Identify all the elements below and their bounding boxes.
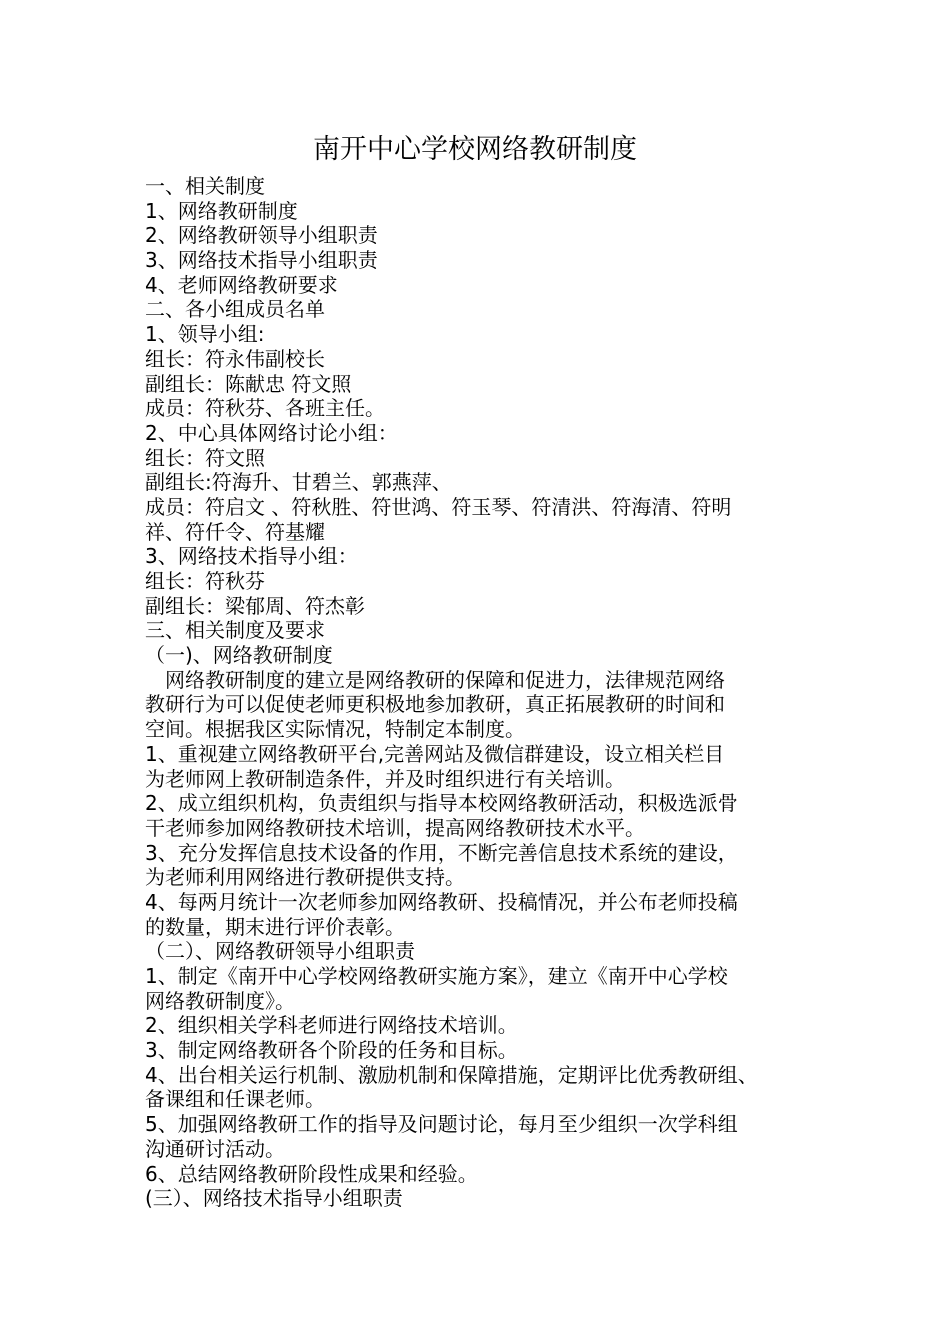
text-line: 3、网络技术指导小组：	[145, 544, 358, 569]
text-line: 副组长：梁郁周、符杰彰	[145, 593, 365, 618]
text-line: 2、组织相关学科老师进行网络技术培训。	[145, 1013, 518, 1038]
text-line: 教研行为可以促使老师更积极地参加教研，真正拓展教研的时间和	[145, 692, 725, 717]
text-line: 备课组和任课老师。	[145, 1087, 325, 1112]
document-title: 南开中心学校网络教研制度	[313, 134, 637, 165]
text-line: 5、加强网络教研工作的指导及问题讨论，每月至少组织一次学科组	[145, 1112, 738, 1137]
text-line: 沟通研讨活动。	[145, 1136, 285, 1161]
text-line: 空间。根据我区实际情况，特制定本制度。	[145, 717, 525, 742]
text-line: 祥、符仟令、符基耀	[145, 519, 325, 544]
text-line: 1、制定《南开中心学校网络教研实施方案》，建立《南开中心学校	[145, 964, 728, 988]
text-line: 4、每两月统计一次老师参加网络教研、投稿情况，并公布老师投稿	[145, 889, 738, 914]
text-line: 二、各小组成员名单	[145, 297, 325, 322]
text-line: 干老师参加网络教研技术培训，提高网络教研技术水平。	[145, 815, 645, 840]
text-line: 4、老师网络教研要求	[145, 272, 338, 297]
text-line: 4、出台相关运行机制、激励机制和保障措施，定期评比优秀教研组、	[145, 1062, 758, 1087]
text-line: 为老师利用网络进行教研提供支持。	[145, 865, 465, 890]
text-line: （一)、网络教研制度	[145, 643, 333, 668]
text-line: 组长：符文照	[145, 445, 265, 470]
text-line: 一、相关制度	[145, 174, 265, 198]
text-line: 6、总结网络教研阶段性成果和经验。	[145, 1161, 478, 1186]
text-line: 3、充分发挥信息技术设备的作用，不断完善信息技术系统的建设，	[145, 840, 738, 865]
text-line: 1、重视建立网络教研平台,完善网站及微信群建设，设立相关栏目	[145, 741, 725, 766]
text-line: 网络教研制度的建立是网络教研的保障和促进力，法律规范网络	[145, 667, 725, 692]
text-line: 2、成立组织机构，负责组织与指导本校网络教研活动，积极选派骨	[145, 791, 738, 816]
text-line: 组长：符永伟副校长	[145, 346, 325, 371]
text-line: 三、相关制度及要求	[145, 618, 325, 643]
text-line: (三）、网络技术指导小组职责	[145, 1186, 403, 1211]
text-line: 2、中心具体网络讨论小组：	[145, 420, 398, 445]
text-line: 的数量，期末进行评价表彰。	[145, 914, 405, 939]
text-line: 1、网络教研制度	[145, 198, 298, 223]
text-line: 1、领导小组:	[145, 322, 265, 347]
text-line: 副组长:符海升、甘碧兰、郭燕萍、	[145, 470, 452, 495]
text-line: 2、网络教研领导小组职责	[145, 223, 378, 248]
document-body	[145, 174, 825, 1211]
text-line: 3、网络技术指导小组职责	[145, 248, 378, 273]
text-line: 成员：符秋芬、各班主任。	[145, 396, 385, 421]
text-line: 3、制定网络教研各个阶段的任务和目标。	[145, 1038, 518, 1063]
text-line: 为老师网上教研制造条件，并及时组织进行有关培训。	[145, 766, 625, 791]
text-line: 组长：符秋芬	[145, 569, 265, 593]
text-line: 副组长：陈献忠 符文照	[145, 371, 352, 396]
text-line: 成员：符启文 、符秋胜、符世鸿、符玉琴、符清洪、符海清、符明	[145, 494, 732, 519]
text-line: 网络教研制度》。	[145, 988, 295, 1013]
text-line: （二）、网络教研领导小组职责	[145, 939, 415, 964]
